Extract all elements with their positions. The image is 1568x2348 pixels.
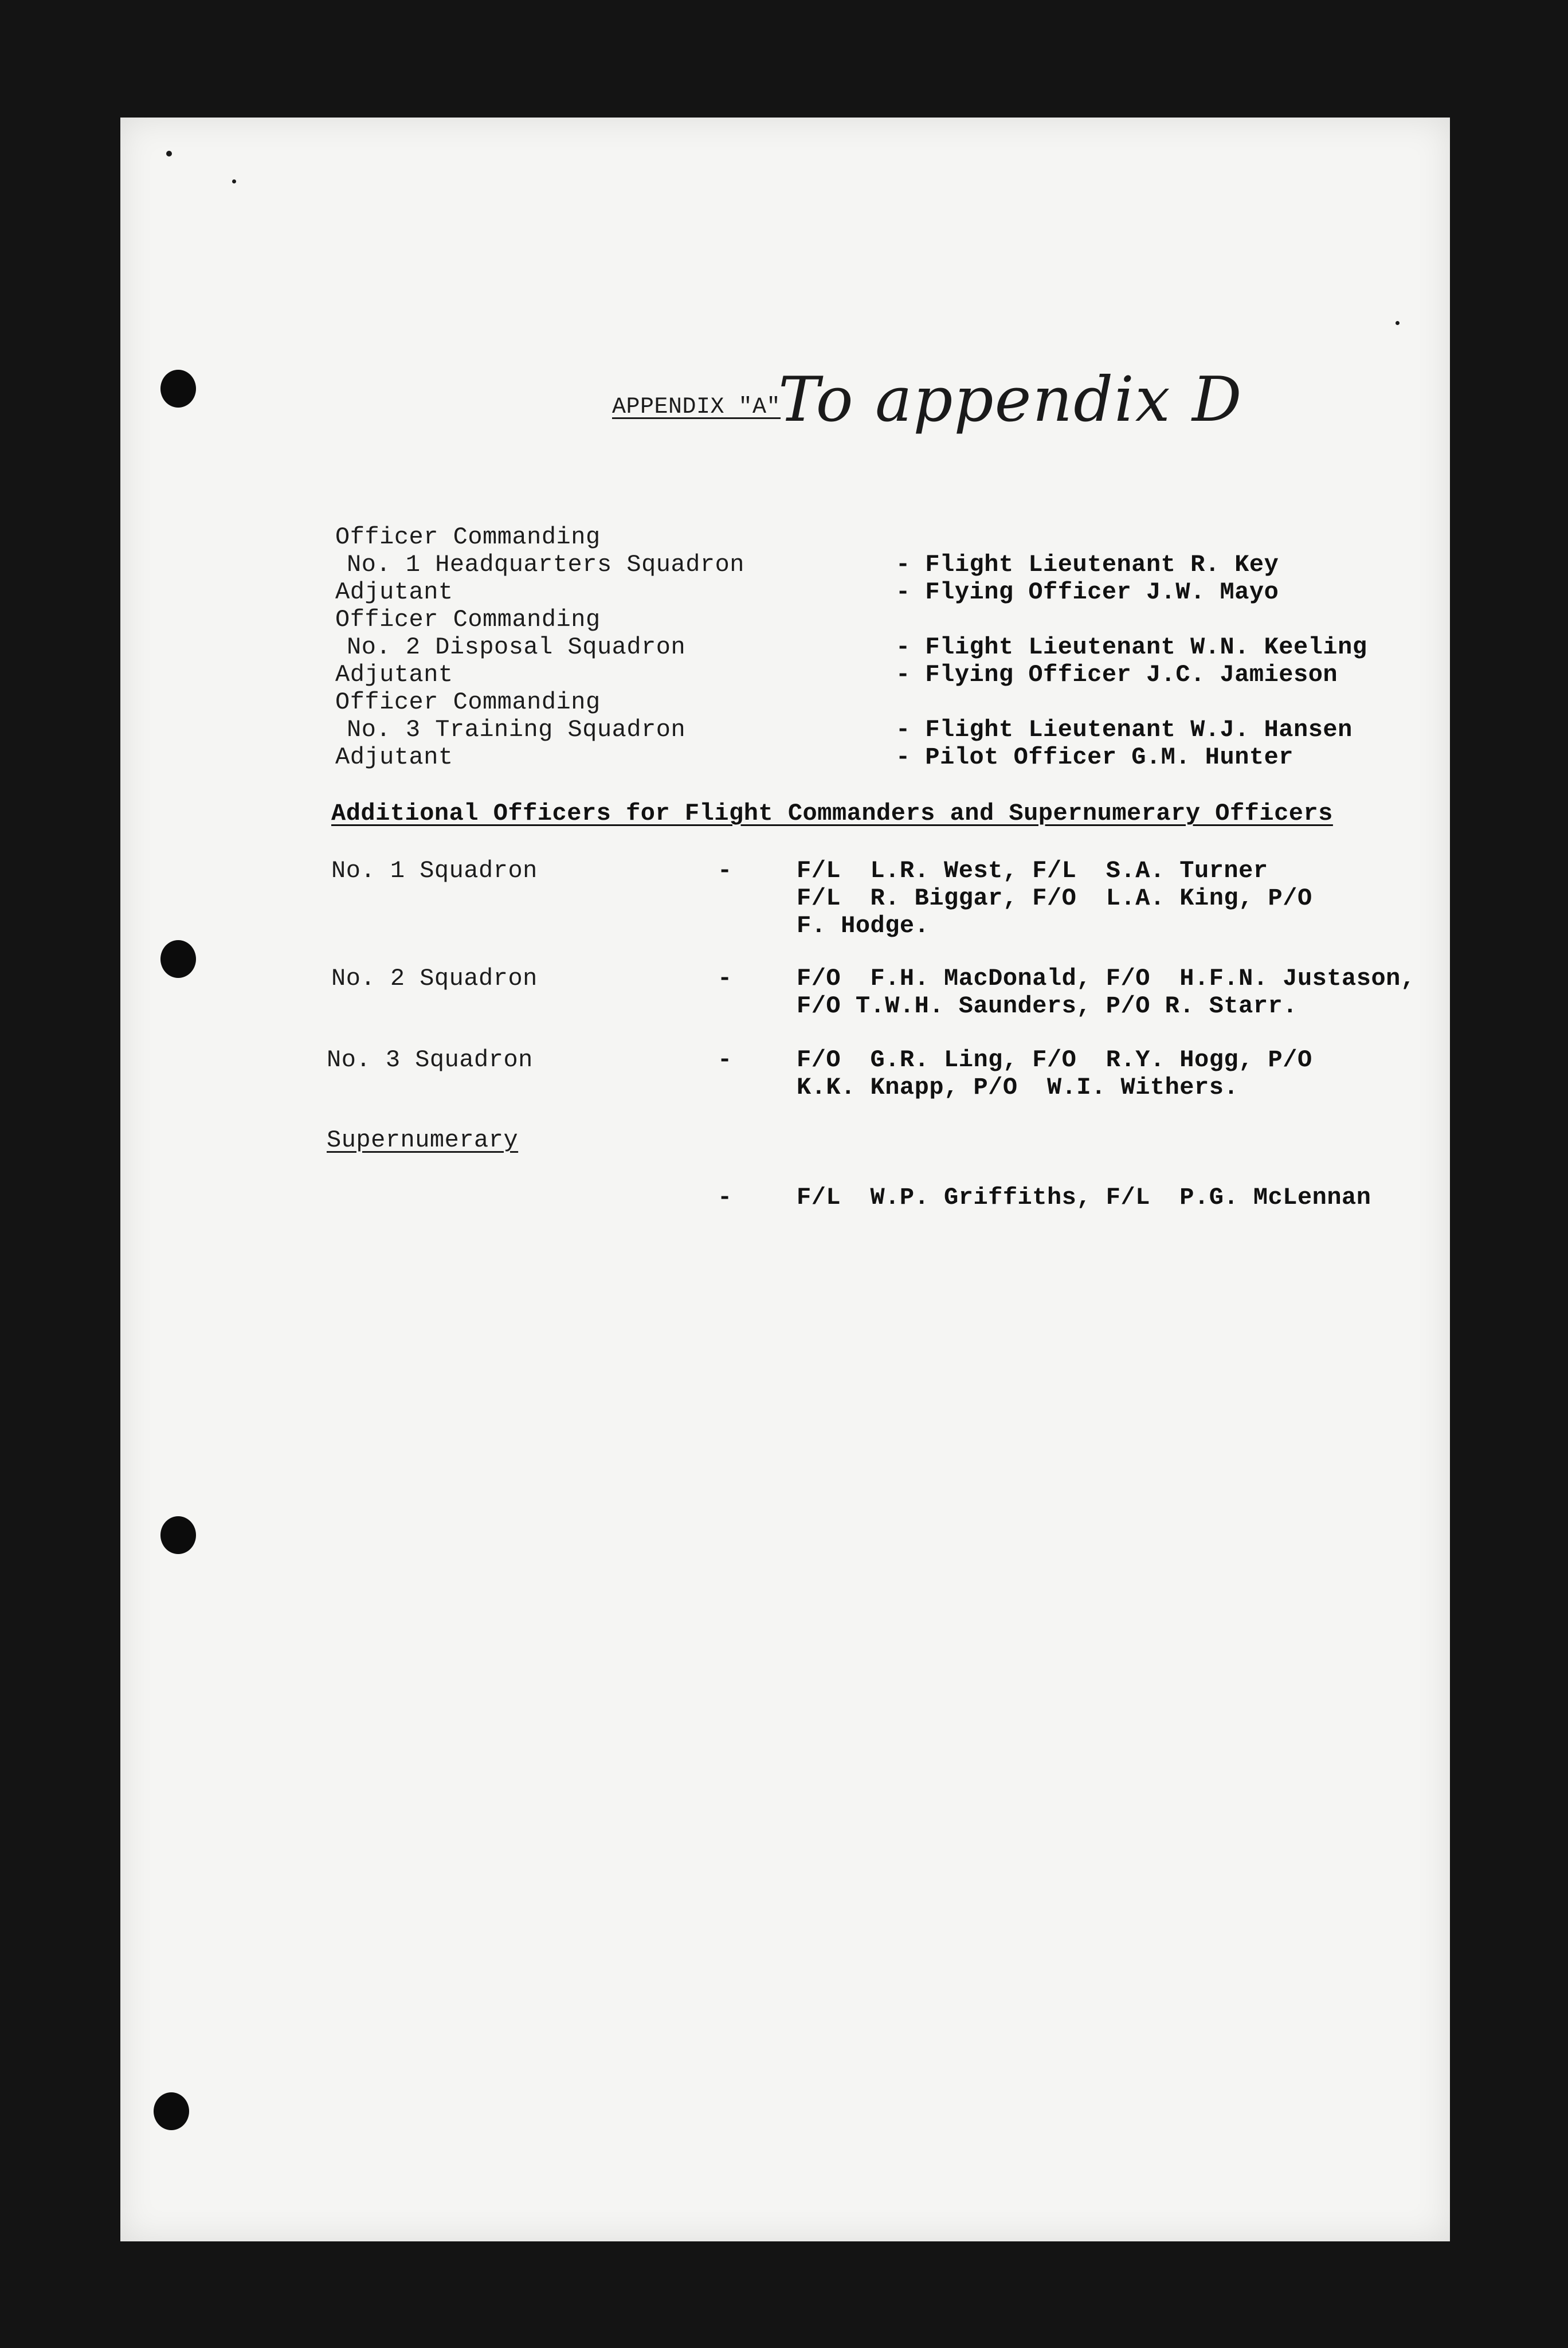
appointment-name: - Flight Lieutenant R. Key bbox=[896, 551, 1279, 578]
appointment-post: Adjutant bbox=[335, 661, 453, 688]
appointment-name: - Pilot Officer G.M. Hunter bbox=[896, 743, 1294, 771]
appointment-post: Adjutant bbox=[335, 743, 453, 771]
appendix-title: APPENDIX "A" bbox=[612, 394, 781, 420]
squadron-dash: - bbox=[718, 1046, 732, 1074]
handwritten-note: To appendix D bbox=[778, 364, 1243, 436]
squadron-officers-line: F. Hodge. bbox=[797, 912, 930, 940]
squadron-officers-line: F/O T.W.H. Saunders, P/O R. Starr. bbox=[797, 992, 1297, 1020]
appointment-name: - Flying Officer J.W. Mayo bbox=[896, 578, 1279, 606]
squadron-dash: - bbox=[718, 965, 732, 992]
additional-officers-heading: Additional Officers for Flight Commanders and Supernumerary Officers bbox=[331, 800, 1333, 827]
squadron-officers-line: F/L L.R. West, F/L S.A. Turner bbox=[797, 857, 1268, 885]
appointment-unit: No. 1 Headquarters Squadron bbox=[347, 551, 745, 578]
punch-hole bbox=[154, 2092, 189, 2130]
appointment-unit: No. 2 Disposal Squadron bbox=[347, 633, 686, 661]
appointment-unit: No. 3 Training Squadron bbox=[347, 716, 686, 743]
appointment-post: Officer Commanding bbox=[335, 688, 601, 716]
margin-speck bbox=[232, 179, 236, 183]
appointment-name: - Flight Lieutenant W.N. Keeling bbox=[896, 633, 1367, 661]
appointment-name: - Flight Lieutenant W.J. Hansen bbox=[896, 716, 1353, 743]
squadron-label: No. 2 Squadron bbox=[331, 965, 538, 992]
document-page bbox=[120, 118, 1450, 2241]
supernumerary-officers: F/L W.P. Griffiths, F/L P.G. McLennan bbox=[797, 1184, 1371, 1211]
squadron-officers-line: F/O G.R. Ling, F/O R.Y. Hogg, P/O bbox=[797, 1046, 1312, 1074]
punch-hole bbox=[160, 370, 196, 408]
squadron-dash: - bbox=[718, 857, 732, 885]
squadron-label: No. 1 Squadron bbox=[331, 857, 538, 885]
squadron-officers-line: F/L R. Biggar, F/O L.A. King, P/O bbox=[797, 885, 1312, 912]
supernumerary-heading: Supernumerary bbox=[327, 1126, 519, 1154]
punch-hole bbox=[160, 940, 196, 978]
appointment-post: Officer Commanding bbox=[335, 606, 601, 633]
appointment-post: Adjutant bbox=[335, 578, 453, 606]
squadron-officers-line: K.K. Knapp, P/O W.I. Withers. bbox=[797, 1074, 1239, 1101]
margin-speck bbox=[1395, 321, 1400, 325]
margin-speck bbox=[166, 151, 172, 156]
squadron-label: No. 3 Squadron bbox=[327, 1046, 533, 1074]
appointment-post: Officer Commanding bbox=[335, 523, 601, 551]
punch-hole bbox=[160, 1516, 196, 1554]
squadron-officers-line: F/O F.H. MacDonald, F/O H.F.N. Justason, bbox=[797, 965, 1416, 992]
supernumerary-dash: - bbox=[718, 1184, 732, 1211]
appointment-name: - Flying Officer J.C. Jamieson bbox=[896, 661, 1338, 688]
